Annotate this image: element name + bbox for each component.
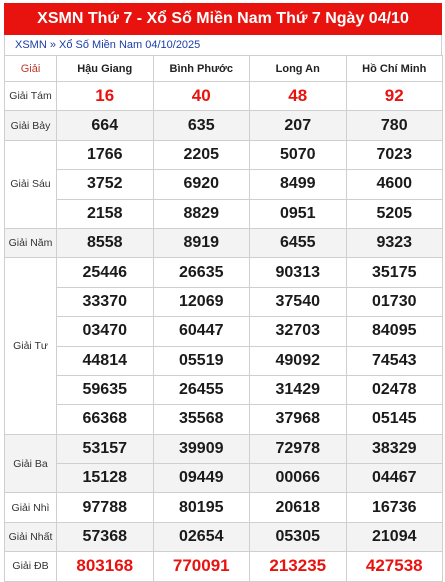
prize-number: 5205 — [346, 199, 443, 228]
prize-number: 2205 — [153, 140, 250, 169]
prize-row — [5, 522, 443, 551]
prize-number: 20618 — [250, 493, 347, 522]
prize-row — [5, 258, 443, 287]
prize-number: 15128 — [57, 464, 154, 493]
prize-number: 1766 — [57, 140, 154, 169]
prize-number: 97788 — [57, 493, 154, 522]
prize-row — [5, 82, 443, 111]
header-province-long-an[interactable]: Long An — [250, 56, 347, 82]
prize-number: 21094 — [346, 522, 443, 551]
header-province-binh-phuoc[interactable]: Bình Phước — [153, 56, 250, 82]
prize-number: 26455 — [153, 375, 250, 404]
prize-label-giai-db: Giải ĐB — [5, 552, 57, 581]
prize-number: 37968 — [250, 405, 347, 434]
results-table — [4, 55, 443, 582]
prize-row — [5, 287, 443, 316]
breadcrumb-home-link[interactable]: XSMN — [15, 39, 47, 51]
prize-row — [5, 346, 443, 375]
prize-row — [5, 405, 443, 434]
prize-number: 66368 — [57, 405, 154, 434]
prize-row — [5, 464, 443, 493]
prize-number: 37540 — [250, 287, 347, 316]
prize-number: 00066 — [250, 464, 347, 493]
prize-number: 31429 — [250, 375, 347, 404]
header-prize: Giải — [5, 56, 57, 82]
prize-row — [5, 317, 443, 346]
header-row — [5, 56, 443, 82]
prize-label-giai-bay: Giải Bảy — [5, 111, 57, 140]
prize-number: 05305 — [250, 522, 347, 551]
prize-number: 09449 — [153, 464, 250, 493]
prize-number: 84095 — [346, 317, 443, 346]
prize-label-giai-nhi: Giải Nhì — [5, 493, 57, 522]
prize-row — [5, 111, 443, 140]
prize-number: 16736 — [346, 493, 443, 522]
prize-number: 53157 — [57, 434, 154, 463]
prize-number: 3752 — [57, 170, 154, 199]
prize-number: 02478 — [346, 375, 443, 404]
page-title: XSMN Thứ 7 - Xổ Số Miền Nam Thứ 7 Ngày 04/10 — [4, 3, 442, 35]
prize-number: 4600 — [346, 170, 443, 199]
prize-number: 01730 — [346, 287, 443, 316]
prize-number: 16 — [57, 82, 154, 111]
prize-label-giai-sau: Giải Sáu — [5, 140, 57, 228]
prize-number: 44814 — [57, 346, 154, 375]
prize-label-giai-tu: Giải Tư — [5, 258, 57, 434]
prize-number: 49092 — [250, 346, 347, 375]
prize-label-giai-nhat: Giải Nhất — [5, 522, 57, 551]
prize-row — [5, 170, 443, 199]
prize-number: 38329 — [346, 434, 443, 463]
prize-row — [5, 375, 443, 404]
prize-number: 770091 — [153, 552, 250, 581]
prize-row — [5, 228, 443, 257]
prize-number: 57368 — [57, 522, 154, 551]
prize-number: 02654 — [153, 522, 250, 551]
prize-number: 60447 — [153, 317, 250, 346]
prize-number: 9323 — [346, 228, 443, 257]
prize-number: 8499 — [250, 170, 347, 199]
prize-number: 803168 — [57, 552, 154, 581]
header-province-hau-giang[interactable]: Hậu Giang — [57, 56, 154, 82]
prize-number: 59635 — [57, 375, 154, 404]
prize-number: 80195 — [153, 493, 250, 522]
prize-number: 32703 — [250, 317, 347, 346]
prize-number: 664 — [57, 111, 154, 140]
prize-number: 207 — [250, 111, 347, 140]
prize-row — [5, 552, 443, 581]
header-province-ho-chi-minh[interactable]: Hồ Chí Minh — [346, 56, 443, 82]
prize-number: 25446 — [57, 258, 154, 287]
breadcrumb-separator: » — [49, 39, 56, 51]
prize-number: 427538 — [346, 552, 443, 581]
prize-number: 213235 — [250, 552, 347, 581]
prize-number: 7023 — [346, 140, 443, 169]
prize-number: 74543 — [346, 346, 443, 375]
prize-label-giai-ba: Giải Ba — [5, 434, 57, 493]
prize-number: 5070 — [250, 140, 347, 169]
breadcrumb — [4, 35, 442, 55]
prize-number: 35568 — [153, 405, 250, 434]
results-panel — [4, 3, 442, 582]
prize-number: 8919 — [153, 228, 250, 257]
prize-label-giai-nam: Giải Năm — [5, 228, 57, 257]
prize-number: 8558 — [57, 228, 154, 257]
prize-row — [5, 140, 443, 169]
prize-number: 48 — [250, 82, 347, 111]
breadcrumb-current-link[interactable]: Xổ Số Miền Nam 04/10/2025 — [59, 39, 201, 51]
prize-row — [5, 434, 443, 463]
prize-number: 2158 — [57, 199, 154, 228]
prize-number: 72978 — [250, 434, 347, 463]
prize-number: 0951 — [250, 199, 347, 228]
prize-number: 40 — [153, 82, 250, 111]
prize-number: 33370 — [57, 287, 154, 316]
prize-number: 26635 — [153, 258, 250, 287]
prize-number: 6920 — [153, 170, 250, 199]
prize-number: 04467 — [346, 464, 443, 493]
prize-number: 39909 — [153, 434, 250, 463]
prize-number: 05145 — [346, 405, 443, 434]
prize-row — [5, 199, 443, 228]
prize-number: 12069 — [153, 287, 250, 316]
prize-number: 92 — [346, 82, 443, 111]
prize-row — [5, 493, 443, 522]
prize-label-giai-tam: Giải Tám — [5, 82, 57, 111]
prize-number: 6455 — [250, 228, 347, 257]
prize-number: 635 — [153, 111, 250, 140]
prize-number: 8829 — [153, 199, 250, 228]
prize-number: 90313 — [250, 258, 347, 287]
prize-number: 05519 — [153, 346, 250, 375]
prize-number: 35175 — [346, 258, 443, 287]
prize-number: 780 — [346, 111, 443, 140]
prize-number: 03470 — [57, 317, 154, 346]
